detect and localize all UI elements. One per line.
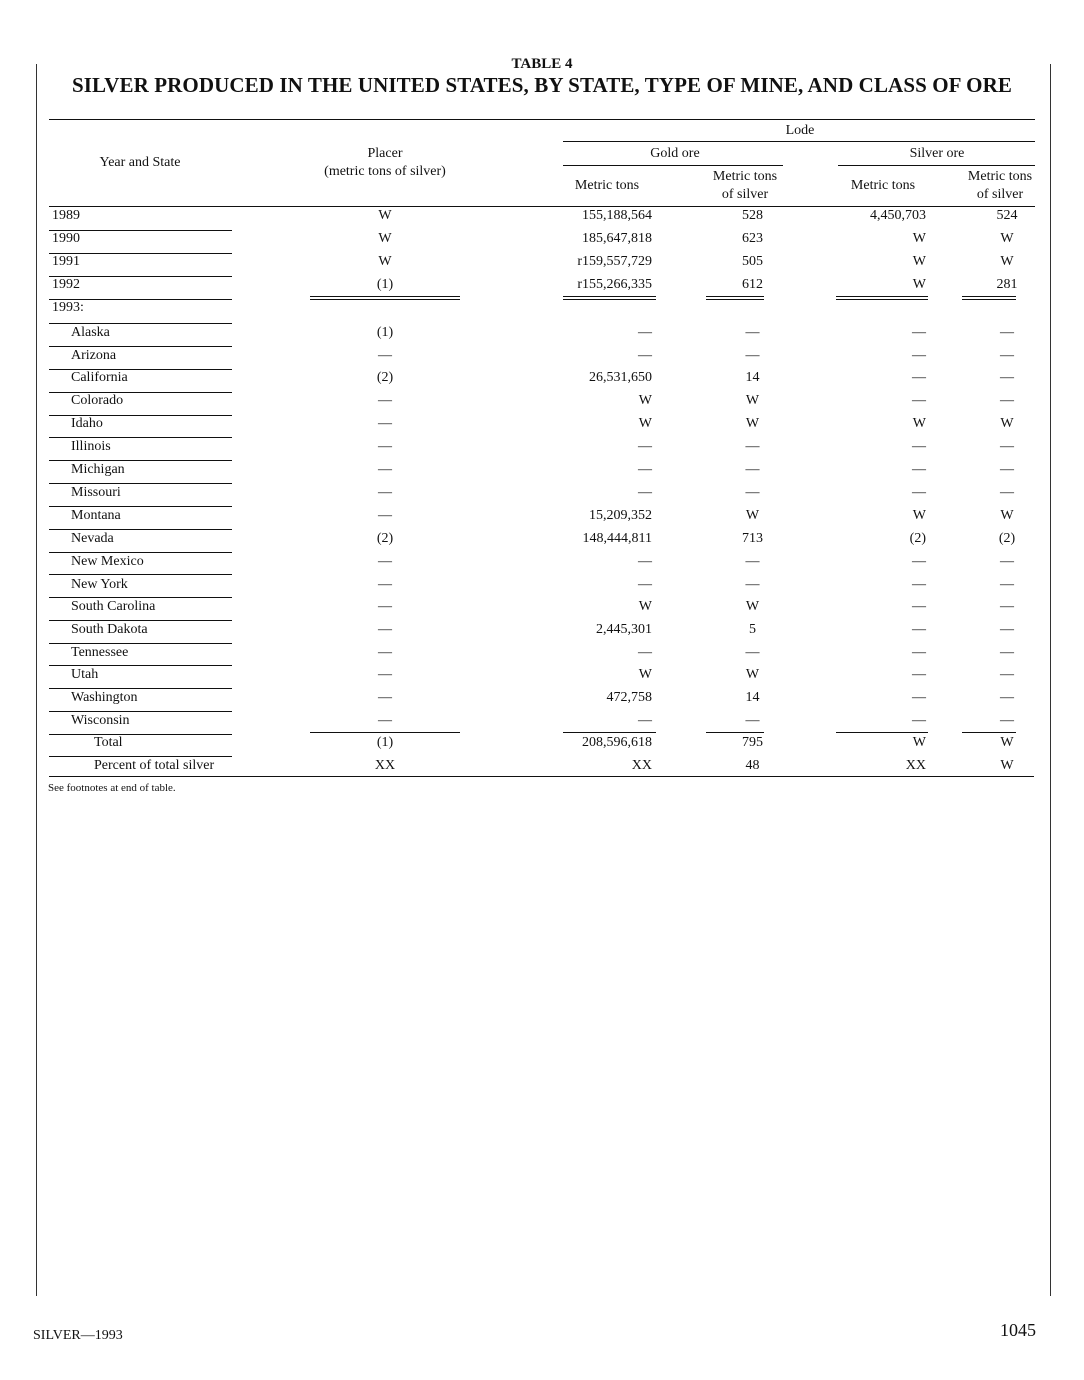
table-bottom-rule: [49, 776, 1034, 777]
silver-ore-silver-tons: —: [1000, 348, 1014, 363]
silver-ore-metric-tons: W: [912, 231, 926, 246]
row-label-rule: [49, 688, 232, 689]
gold-ore-silver-tons: W: [745, 393, 760, 408]
footnote-reference: See footnotes at end of table.: [48, 782, 176, 794]
silver-ore-metric-tons: —: [912, 485, 926, 500]
placer-total-rule: [310, 732, 460, 733]
placer-value: —: [378, 690, 392, 705]
header-top-rule: [49, 119, 1035, 120]
row-label: 1993:: [52, 300, 84, 315]
silver-ore-metric-tons: —: [912, 462, 926, 477]
row-label: 1990: [52, 231, 80, 246]
gold-ore-metric-tons: 148,444,811: [582, 531, 652, 546]
row-label-rule: [49, 323, 232, 324]
row-label-rule: [49, 756, 232, 757]
silver-ore-metric-tons: —: [912, 622, 926, 637]
silver-silver-tons-header: Metric tons: [967, 169, 1033, 184]
gold-ore-metric-tons: W: [638, 599, 652, 614]
placer-value: —: [378, 508, 392, 523]
silver-ore-silver-tons: —: [1000, 462, 1014, 477]
silver-ore-silver-tons: —: [1000, 370, 1014, 385]
silver-ore-silver-tons: —: [1000, 599, 1014, 614]
silver-silver-total-rule: [962, 732, 1016, 733]
gold-ore-silver-tons: —: [745, 577, 760, 592]
row-label: Arizona: [71, 348, 117, 363]
row-label: Michigan: [71, 462, 125, 477]
row-label: Percent of total silver: [94, 758, 215, 773]
row-label: 1989: [52, 208, 80, 223]
gold-ore-metric-tons: 208,596,618: [582, 735, 652, 750]
gold-ore-metric-tons: W: [638, 416, 652, 431]
gold-silver-total-rule: [706, 732, 764, 733]
row-label: Alaska: [71, 325, 110, 340]
silver-ore-metric-tons: —: [912, 439, 926, 454]
gold-ore-metric-tons: 185,647,818: [582, 231, 652, 246]
silver-ore-silver-tons: —: [1000, 577, 1014, 592]
silver-ore-metric-tons: —: [912, 393, 926, 408]
silver-ore-metric-tons: —: [912, 348, 926, 363]
silver-ore-metric-tons: (2): [909, 531, 926, 546]
gold-ore-metric-tons: r159,557,729: [577, 254, 652, 269]
left-margin-rule: [36, 64, 37, 1296]
placer-value: W: [378, 254, 392, 269]
gold-silver-double-rule-b: [706, 299, 764, 300]
gold-ore-silver-tons: —: [745, 325, 760, 340]
gold-ore-silver-tons: —: [745, 713, 760, 728]
row-label: Missouri: [71, 485, 121, 500]
gold-ore-metric-tons: 26,531,650: [589, 370, 652, 385]
gold-ore-metric-tons: XX: [631, 758, 652, 773]
gold-ore-header: Gold ore: [650, 146, 700, 161]
silver-ore-silver-tons: —: [1000, 393, 1014, 408]
gold-ore-metric-tons: 155,188,564: [582, 208, 652, 223]
placer-header-unit: (metric tons of silver): [324, 164, 446, 179]
gold-ore-silver-tons: —: [745, 554, 760, 569]
silver-metric-tons-header: Metric tons: [850, 178, 916, 193]
silver-ore-metric-tons: W: [912, 735, 926, 750]
placer-value: —: [378, 645, 392, 660]
silver-ore-silver-tons: —: [1000, 667, 1014, 682]
gold-ore-silver-tons: W: [745, 508, 760, 523]
silver-ore-metric-tons: —: [912, 667, 926, 682]
gold-ore-metric-tons: W: [638, 667, 652, 682]
placer-header: Placer: [367, 146, 403, 161]
silver-ore-silver-tons: —: [1000, 645, 1014, 660]
page-title: SILVER PRODUCED IN THE UNITED STATES, BY STATE, TYPE OF MINE, AND CLASS OF ORE: [72, 73, 1012, 97]
row-label-rule: [49, 574, 232, 575]
year-state-header: Year and State: [99, 155, 181, 170]
gold-ore-metric-tons: —: [638, 554, 652, 569]
row-label-rule: [49, 529, 232, 530]
row-label: Wisconsin: [71, 713, 130, 728]
row-label: 1991: [52, 254, 80, 269]
row-label: 1992: [52, 277, 80, 292]
placer-value: W: [378, 208, 392, 223]
silver-ore-metric-tons: W: [912, 277, 926, 292]
placer-value: —: [378, 485, 392, 500]
gold-ore-metric-tons: 15,209,352: [589, 508, 652, 523]
gold-ore-silver-tons: 612: [742, 277, 763, 292]
header-bottom-rule: [49, 206, 1035, 207]
silver-ore-silver-tons: (2): [998, 531, 1016, 546]
gold-ore-rule: [563, 165, 783, 166]
row-label: Tennessee: [71, 645, 129, 660]
row-label-rule: [49, 299, 232, 300]
silver-ore-metric-tons: —: [912, 599, 926, 614]
silver-ore-silver-tons: —: [1000, 439, 1014, 454]
silver-silver-double-rule-a: [962, 296, 1016, 297]
gold-ore-silver-tons: 528: [742, 208, 763, 223]
silver-ore-metric-tons: —: [912, 713, 926, 728]
silver-ore-silver-tons: —: [1000, 690, 1014, 705]
row-label: New York: [71, 577, 128, 592]
placer-value: —: [378, 348, 392, 363]
silver-ore-silver-tons: 524: [996, 208, 1018, 223]
lode-header: Lode: [785, 123, 815, 138]
gold-silver-double-rule-a: [706, 296, 764, 297]
gold-ore-metric-tons: —: [638, 325, 652, 340]
placer-value: —: [378, 622, 392, 637]
gold-ore-silver-tons: W: [745, 667, 760, 682]
placer-value: (2): [376, 531, 394, 546]
silver-ore-silver-tons: —: [1000, 622, 1014, 637]
silver-ore-metric-tons: —: [912, 690, 926, 705]
row-label-rule: [49, 483, 232, 484]
gold-ore-metric-tons: 2,445,301: [596, 622, 652, 637]
row-label-rule: [49, 506, 232, 507]
gold-ore-metric-tons: —: [638, 713, 652, 728]
gold-metric-tons-header: Metric tons: [574, 178, 640, 193]
placer-value: (2): [376, 370, 394, 385]
silver-ore-header: Silver ore: [909, 146, 965, 161]
silver-ore-silver-tons: —: [1000, 325, 1014, 340]
silver-ore-metric-tons: —: [912, 554, 926, 569]
gold-ore-metric-tons: —: [638, 645, 652, 660]
gold-ore-silver-tons: W: [745, 416, 760, 431]
gold-ore-silver-tons: —: [745, 485, 760, 500]
gold-ore-silver-tons: W: [745, 599, 760, 614]
row-label: Idaho: [71, 416, 103, 431]
row-label: New Mexico: [71, 554, 144, 569]
row-label-rule: [49, 665, 232, 666]
row-label: California: [71, 370, 128, 385]
gold-silver-tons-header-unit: of silver: [721, 187, 769, 202]
row-label-rule: [49, 711, 232, 712]
placer-value: (1): [376, 277, 394, 292]
placer-value: —: [378, 439, 392, 454]
silver-ore-silver-tons: 281: [996, 277, 1018, 292]
placer-value: —: [378, 416, 392, 431]
gold-ore-metric-tons: —: [638, 577, 652, 592]
gold-ore-metric-tons: —: [638, 348, 652, 363]
silver-mt-total-rule: [836, 732, 928, 733]
placer-value: —: [378, 462, 392, 477]
placer-value: —: [378, 713, 392, 728]
row-label-rule: [49, 597, 232, 598]
gold-ore-silver-tons: —: [745, 645, 760, 660]
silver-ore-metric-tons: W: [912, 508, 926, 523]
row-label-rule: [49, 460, 232, 461]
table-label: TABLE 4: [511, 56, 573, 72]
silver-ore-rule: [838, 165, 1035, 166]
silver-ore-metric-tons: W: [912, 254, 926, 269]
row-label: Utah: [71, 667, 99, 682]
row-label-rule: [49, 734, 232, 735]
placer-value: —: [378, 577, 392, 592]
silver-ore-silver-tons: —: [1000, 554, 1014, 569]
lode-rule: [563, 141, 1035, 142]
silver-ore-metric-tons: —: [912, 370, 926, 385]
row-label-rule: [49, 369, 232, 370]
gold-mt-total-rule: [563, 732, 656, 733]
row-label: Illinois: [71, 439, 111, 454]
silver-ore-metric-tons: 4,450,703: [870, 208, 926, 223]
placer-value: —: [378, 599, 392, 614]
gold-ore-silver-tons: 14: [745, 690, 760, 705]
gold-ore-silver-tons: 623: [742, 231, 763, 246]
placer-double-rule-a: [310, 296, 460, 297]
silver-ore-silver-tons: W: [1000, 758, 1014, 773]
row-label-rule: [49, 437, 232, 438]
row-label-rule: [49, 643, 232, 644]
silver-silver-double-rule-b: [962, 299, 1016, 300]
placer-double-rule-b: [310, 299, 460, 300]
silver-ore-silver-tons: W: [1000, 508, 1014, 523]
row-label-rule: [49, 230, 232, 231]
gold-ore-silver-tons: 5: [749, 622, 756, 637]
silver-ore-metric-tons: XX: [905, 758, 926, 773]
placer-value: (1): [376, 325, 394, 340]
silver-ore-metric-tons: —: [912, 325, 926, 340]
silver-ore-silver-tons: W: [1000, 231, 1014, 246]
placer-value: —: [378, 393, 392, 408]
row-label: Colorado: [71, 393, 124, 408]
gold-silver-tons-header: Metric tons: [712, 169, 778, 184]
silver-ore-silver-tons: W: [1000, 735, 1014, 750]
placer-value: —: [378, 554, 392, 569]
silver-ore-metric-tons: W: [912, 416, 926, 431]
silver-mt-double-rule-a: [836, 296, 928, 297]
row-label: South Carolina: [71, 599, 156, 614]
gold-ore-silver-tons: 713: [742, 531, 763, 546]
silver-ore-metric-tons: —: [912, 645, 926, 660]
gold-mt-double-rule-a: [563, 296, 656, 297]
silver-mt-double-rule-b: [836, 299, 928, 300]
gold-ore-metric-tons: —: [638, 462, 652, 477]
gold-ore-silver-tons: 505: [742, 254, 763, 269]
row-label: Washington: [71, 690, 138, 705]
gold-ore-metric-tons: 472,758: [606, 690, 652, 705]
gold-ore-silver-tons: 795: [742, 735, 763, 750]
row-label-rule: [49, 415, 232, 416]
row-label: Nevada: [71, 531, 114, 546]
silver-ore-silver-tons: —: [1000, 713, 1014, 728]
row-label-rule: [49, 276, 232, 277]
row-label: Total: [94, 735, 123, 750]
row-label-rule: [49, 346, 232, 347]
gold-ore-metric-tons: —: [638, 485, 652, 500]
gold-ore-silver-tons: 14: [745, 370, 760, 385]
row-label: South Dakota: [71, 622, 148, 637]
silver-ore-silver-tons: —: [1000, 485, 1014, 500]
row-label-rule: [49, 253, 232, 254]
row-label-rule: [49, 552, 232, 553]
placer-value: XX: [374, 758, 396, 773]
placer-value: —: [378, 667, 392, 682]
silver-ore-silver-tons: W: [1000, 254, 1014, 269]
placer-value: (1): [376, 735, 394, 750]
placer-value: W: [378, 231, 392, 246]
running-footer: SILVER—1993: [33, 1328, 123, 1343]
row-label-rule: [49, 620, 232, 621]
gold-ore-silver-tons: —: [745, 348, 760, 363]
gold-ore-silver-tons: —: [745, 462, 760, 477]
gold-mt-double-rule-b: [563, 299, 656, 300]
gold-ore-metric-tons: r155,266,335: [577, 277, 652, 292]
silver-ore-metric-tons: —: [912, 577, 926, 592]
silver-silver-tons-header-unit: of silver: [976, 187, 1024, 202]
silver-ore-silver-tons: W: [1000, 416, 1014, 431]
gold-ore-metric-tons: —: [638, 439, 652, 454]
page-number: 1045: [1000, 1320, 1036, 1340]
row-label-rule: [49, 392, 232, 393]
row-label: Montana: [71, 508, 121, 523]
gold-ore-silver-tons: 48: [745, 758, 760, 773]
gold-ore-metric-tons: W: [638, 393, 652, 408]
gold-ore-silver-tons: —: [745, 439, 760, 454]
